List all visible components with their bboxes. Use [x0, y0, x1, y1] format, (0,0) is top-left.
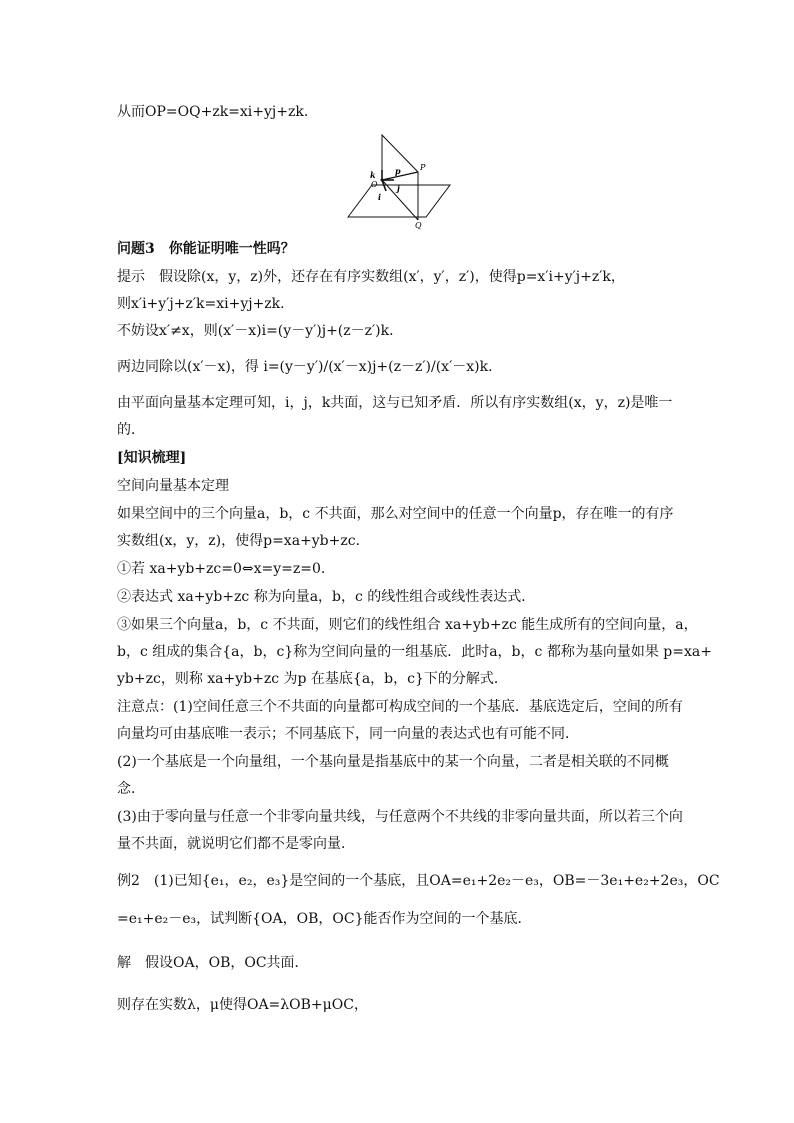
figure-label-P: P [420, 163, 426, 172]
text-line-13: ①若 xa+yb+zc=0⇔x=y=z=0. [117, 561, 326, 577]
text-line-15: ③如果三个向量a，b，c 不共面，则它们的线性组合 xa+yb+zc 能生成所有的空间向量，a， [117, 617, 698, 633]
text-line-11: 如果空间中的三个向量a，b，c 不共面，那么对空间中的任意一个向量p，存在唯一的有序 [117, 506, 674, 522]
text-line-7: 由平面向量基本定理可知，i，j，k共面，这与已知矛盾．所以有序实数组(x，y，z)是唯一 [117, 395, 673, 411]
text-line-18: 注意点：(1)空间任意三个不共面的向量都可构成空间的一个基底．基底选定后，空间的所有 [117, 699, 683, 715]
figure-label-k: k [370, 170, 376, 180]
geometry-figure [340, 132, 460, 232]
text-line-4: 则x′i+y′j+z′k=xi+yj+zk. [117, 296, 285, 312]
text-line-6: 两边同除以(x′－x)，得 i=(y－y′)/(x′－x)j+(z－z′)/(x′－x)k. [117, 359, 493, 375]
text-line-21: 念． [117, 781, 145, 797]
text-line-12: 实数组(x，y，z)，使得p=xa+yb+zc. [117, 533, 361, 549]
text-line-17: yb+zc，则称 xa+yb+zc 为p 在基底{a，b，c}下的分解式． [117, 671, 508, 687]
text-line-3: 提示 假设除(x，y，z)外，还存在有序实数组(x′，y′，z′)，使得p=x′i+y′j+z′k， [117, 269, 625, 285]
example-2-line-2: =e₁+e₂－e₃，试判断{OA，OB，OC}能否作为空间的一个基底． [117, 911, 532, 927]
example-2-line-1: 例2 (1)已知{e₁，e₂，e₃}是空间的一个基底，且OA=e₁+2e₂－e₃，OB=－3e₁+e₂+2e₃，OC [117, 873, 720, 889]
section-knowledge: [知识梳理] [117, 450, 187, 466]
solution-line-2: 则存在实数λ，μ使得OA=λOB+μOC， [117, 997, 368, 1013]
theorem-title: 空间向量基本定理 [117, 478, 229, 494]
figure-label-i: i [378, 192, 382, 202]
figure-label-O: O [371, 180, 378, 189]
text-line-22: (3)由于零向量与任意一个非零向量共线，与任意两个不共线的非零向量共面，所以若三个向 [117, 809, 683, 825]
figure-label-p: p [395, 166, 401, 176]
text-line-19: 向量均可由基底唯一表示；不同基底下，同一向量的表达式也有可能不同． [117, 726, 579, 742]
text-line-14: ②表达式 xa+yb+zc 称为向量a，b，c 的线性组合或线性表达式． [117, 589, 536, 605]
text-line-16: b，c 组成的集合{a，b，c}称为空间向量的一组基底．此时a，b，c 都称为基向量如果 p=xa+ [117, 644, 712, 660]
text-line-1: 从而OP=OQ+zk=xi+yj+zk. [117, 104, 309, 120]
text-line-5: 不妨设x′≠x，则(x′－x)i=(y－y′)j+(z－z′)k. [117, 323, 394, 339]
problem-3-heading: 问题3 你能证明唯一性吗？ [117, 241, 295, 257]
text-line-23: 量不共面，就说明它们都不是零向量． [117, 836, 355, 852]
text-line-8: 的． [117, 422, 145, 438]
solution-line-1: 解 假设OA，OB，OC共面． [117, 955, 309, 971]
figure-label-j: j [397, 183, 400, 193]
text-line-20: (2)一个基底是一个向量组，一个基向量是指基底中的某一个向量，二者是相关联的不同概 [117, 754, 669, 770]
figure-label-Q: Q [415, 221, 422, 230]
